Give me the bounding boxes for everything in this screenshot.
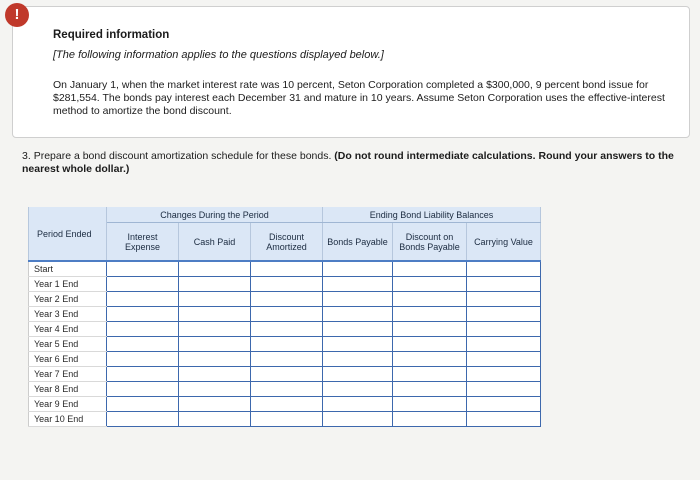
input-bonds-payable[interactable] xyxy=(323,262,392,276)
row-label: Year 2 End xyxy=(29,292,107,307)
cell-bonds-payable xyxy=(323,277,393,292)
input-interest[interactable] xyxy=(107,397,178,411)
amortization-schedule xyxy=(28,207,540,439)
input-cash[interactable] xyxy=(179,322,250,336)
input-interest[interactable] xyxy=(107,262,178,276)
input-discount-on-bonds-payable[interactable] xyxy=(393,412,466,426)
input-carrying-value[interactable] xyxy=(467,397,540,411)
input-bonds-payable[interactable] xyxy=(323,412,392,426)
input-interest[interactable] xyxy=(107,367,178,381)
cell-discount-amortized xyxy=(251,412,323,427)
cell-carrying-value xyxy=(467,261,541,277)
input-cash[interactable] xyxy=(179,367,250,381)
cell-interest xyxy=(107,382,179,397)
input-bonds-payable[interactable] xyxy=(323,367,392,381)
input-bonds-payable[interactable] xyxy=(323,292,392,306)
input-interest[interactable] xyxy=(107,337,178,351)
input-cash[interactable] xyxy=(179,382,250,396)
table-row xyxy=(29,261,541,277)
column-header-period-ended: Period Ended xyxy=(29,207,107,261)
input-discount-amortized[interactable] xyxy=(251,322,322,336)
input-carrying-value[interactable] xyxy=(467,277,540,291)
table-row xyxy=(29,277,541,292)
input-cash[interactable] xyxy=(179,292,250,306)
cell-cash xyxy=(179,322,251,337)
group-header-changes-during-period: Changes During the Period xyxy=(107,207,323,223)
row-label: Year 8 End xyxy=(29,382,107,397)
input-discount-on-bonds-payable[interactable] xyxy=(393,382,466,396)
question-text: Prepare a bond discount amortization schedule for these bonds. xyxy=(33,150,332,162)
input-discount-amortized[interactable] xyxy=(251,367,322,381)
input-discount-amortized[interactable] xyxy=(251,262,322,276)
table-row xyxy=(29,397,541,412)
input-cash[interactable] xyxy=(179,397,250,411)
input-carrying-value[interactable] xyxy=(467,367,540,381)
column-header-bonds-payable: Bonds Payable xyxy=(323,223,393,262)
input-cash[interactable] xyxy=(179,307,250,321)
cell-discount-on-bonds-payable xyxy=(393,382,467,397)
row-label: Year 7 End xyxy=(29,367,107,382)
input-discount-amortized[interactable] xyxy=(251,277,322,291)
cell-cash xyxy=(179,367,251,382)
required-information-card xyxy=(12,6,690,138)
question-number: 3. xyxy=(22,150,31,162)
required-information-title: Required information xyxy=(53,29,170,41)
input-cash[interactable] xyxy=(179,352,250,366)
cell-bonds-payable xyxy=(323,367,393,382)
input-discount-on-bonds-payable[interactable] xyxy=(393,397,466,411)
input-discount-amortized[interactable] xyxy=(251,352,322,366)
cell-discount-on-bonds-payable xyxy=(393,277,467,292)
row-label: Year 4 End xyxy=(29,322,107,337)
column-header-carrying-value: Carrying Value xyxy=(467,223,541,262)
cell-cash xyxy=(179,261,251,277)
cell-carrying-value xyxy=(467,382,541,397)
column-header-interest-expense: Interest Expense xyxy=(107,223,179,262)
input-discount-on-bonds-payable[interactable] xyxy=(393,262,466,276)
input-interest[interactable] xyxy=(107,277,178,291)
row-label: Start xyxy=(29,261,107,277)
cell-discount-on-bonds-payable xyxy=(393,307,467,322)
input-discount-on-bonds-payable[interactable] xyxy=(393,277,466,291)
input-bonds-payable[interactable] xyxy=(323,307,392,321)
cell-discount-on-bonds-payable xyxy=(393,322,467,337)
input-bonds-payable[interactable] xyxy=(323,337,392,351)
required-information-body: On January 1, when the market interest rate was 10 percent, Seton Corporation completed a $300,000, 9 percent bond issue for $281,554. The bonds pay interest each December 31 and mature in 10 years. Assume Seton Corporation uses the effective-interest method to amortize the bond discount. xyxy=(53,79,665,117)
input-discount-on-bonds-payable[interactable] xyxy=(393,292,466,306)
cell-carrying-value xyxy=(467,412,541,427)
input-discount-on-bonds-payable[interactable] xyxy=(393,337,466,351)
table-row xyxy=(29,337,541,352)
input-discount-amortized[interactable] xyxy=(251,412,322,426)
row-label: Year 9 End xyxy=(29,397,107,412)
cell-cash xyxy=(179,277,251,292)
table-row xyxy=(29,412,541,427)
input-bonds-payable[interactable] xyxy=(323,322,392,336)
input-cash[interactable] xyxy=(179,277,250,291)
table-row xyxy=(29,307,541,322)
cell-carrying-value xyxy=(467,292,541,307)
column-header-discount-amortized: Discount Amortized xyxy=(251,223,323,262)
input-interest[interactable] xyxy=(107,292,178,306)
input-interest[interactable] xyxy=(107,412,178,426)
input-bonds-payable[interactable] xyxy=(323,397,392,411)
cell-discount-on-bonds-payable xyxy=(393,397,467,412)
cell-cash xyxy=(179,397,251,412)
cell-discount-amortized xyxy=(251,367,323,382)
input-carrying-value[interactable] xyxy=(467,382,540,396)
cell-interest xyxy=(107,322,179,337)
row-label: Year 5 End xyxy=(29,337,107,352)
cell-discount-on-bonds-payable xyxy=(393,337,467,352)
input-carrying-value[interactable] xyxy=(467,352,540,366)
alert-icon: ! xyxy=(5,3,29,27)
input-cash[interactable] xyxy=(179,337,250,351)
cell-discount-amortized xyxy=(251,397,323,412)
input-discount-amortized[interactable] xyxy=(251,397,322,411)
input-interest[interactable] xyxy=(107,352,178,366)
cell-carrying-value xyxy=(467,277,541,292)
amortization-table xyxy=(28,207,541,427)
cell-interest xyxy=(107,261,179,277)
cell-cash xyxy=(179,307,251,322)
row-label: Year 1 End xyxy=(29,277,107,292)
cell-bonds-payable xyxy=(323,307,393,322)
required-information-note: [The following information applies to the questions displayed below.] xyxy=(53,49,384,61)
row-label: Year 6 End xyxy=(29,352,107,367)
row-label: Year 3 End xyxy=(29,307,107,322)
cell-cash xyxy=(179,352,251,367)
cell-cash xyxy=(179,382,251,397)
cell-cash xyxy=(179,412,251,427)
cell-interest xyxy=(107,412,179,427)
cell-interest xyxy=(107,337,179,352)
table-row xyxy=(29,322,541,337)
input-carrying-value[interactable] xyxy=(467,322,540,336)
cell-bonds-payable xyxy=(323,352,393,367)
input-interest[interactable] xyxy=(107,322,178,336)
cell-carrying-value xyxy=(467,307,541,322)
input-discount-on-bonds-payable[interactable] xyxy=(393,307,466,321)
cell-interest xyxy=(107,277,179,292)
input-discount-on-bonds-payable[interactable] xyxy=(393,322,466,336)
cell-cash xyxy=(179,337,251,352)
input-discount-on-bonds-payable[interactable] xyxy=(393,367,466,381)
column-header-discount-on-bonds-payable: Discount on Bonds Payable xyxy=(393,223,467,262)
input-carrying-value[interactable] xyxy=(467,337,540,351)
cell-carrying-value xyxy=(467,322,541,337)
cell-bonds-payable xyxy=(323,397,393,412)
input-carrying-value[interactable] xyxy=(467,262,540,276)
input-bonds-payable[interactable] xyxy=(323,277,392,291)
row-label: Year 10 End xyxy=(29,412,107,427)
cell-carrying-value xyxy=(467,367,541,382)
question-instruction: (Do not round intermediate calculations. Round your answers to the nearest whole dollar.) xyxy=(22,150,674,175)
cell-discount-amortized xyxy=(251,337,323,352)
cell-carrying-value xyxy=(467,397,541,412)
input-carrying-value[interactable] xyxy=(467,292,540,306)
cell-carrying-value xyxy=(467,337,541,352)
cell-bonds-payable xyxy=(323,322,393,337)
input-cash[interactable] xyxy=(179,262,250,276)
input-interest[interactable] xyxy=(107,307,178,321)
cell-discount-on-bonds-payable xyxy=(393,412,467,427)
cell-bonds-payable xyxy=(323,412,393,427)
cell-discount-amortized xyxy=(251,277,323,292)
cell-interest xyxy=(107,292,179,307)
input-interest[interactable] xyxy=(107,382,178,396)
input-discount-on-bonds-payable[interactable] xyxy=(393,352,466,366)
cell-discount-on-bonds-payable xyxy=(393,292,467,307)
cell-interest xyxy=(107,307,179,322)
cell-discount-amortized xyxy=(251,292,323,307)
input-discount-amortized[interactable] xyxy=(251,307,322,321)
input-carrying-value[interactable] xyxy=(467,307,540,321)
cell-cash xyxy=(179,292,251,307)
cell-discount-on-bonds-payable xyxy=(393,367,467,382)
input-discount-amortized[interactable] xyxy=(251,337,322,351)
input-discount-amortized[interactable] xyxy=(251,382,322,396)
cell-bonds-payable xyxy=(323,292,393,307)
group-header-ending-balances: Ending Bond Liability Balances xyxy=(323,207,541,223)
input-bonds-payable[interactable] xyxy=(323,382,392,396)
cell-carrying-value xyxy=(467,352,541,367)
table-row xyxy=(29,367,541,382)
schedule-body xyxy=(29,261,541,427)
input-discount-amortized[interactable] xyxy=(251,292,322,306)
table-row xyxy=(29,292,541,307)
cell-bonds-payable xyxy=(323,261,393,277)
cell-discount-amortized xyxy=(251,322,323,337)
cell-discount-amortized xyxy=(251,382,323,397)
cell-bonds-payable xyxy=(323,382,393,397)
input-bonds-payable[interactable] xyxy=(323,352,392,366)
cell-discount-on-bonds-payable xyxy=(393,261,467,277)
column-header-cash-paid: Cash Paid xyxy=(179,223,251,262)
cell-bonds-payable xyxy=(323,337,393,352)
cell-discount-amortized xyxy=(251,307,323,322)
input-cash[interactable] xyxy=(179,412,250,426)
cell-interest xyxy=(107,352,179,367)
table-row xyxy=(29,352,541,367)
cell-discount-on-bonds-payable xyxy=(393,352,467,367)
cell-interest xyxy=(107,367,179,382)
table-row xyxy=(29,382,541,397)
question-prompt xyxy=(22,150,686,176)
cell-interest xyxy=(107,397,179,412)
input-carrying-value[interactable] xyxy=(467,412,540,426)
cell-discount-amortized xyxy=(251,261,323,277)
cell-discount-amortized xyxy=(251,352,323,367)
